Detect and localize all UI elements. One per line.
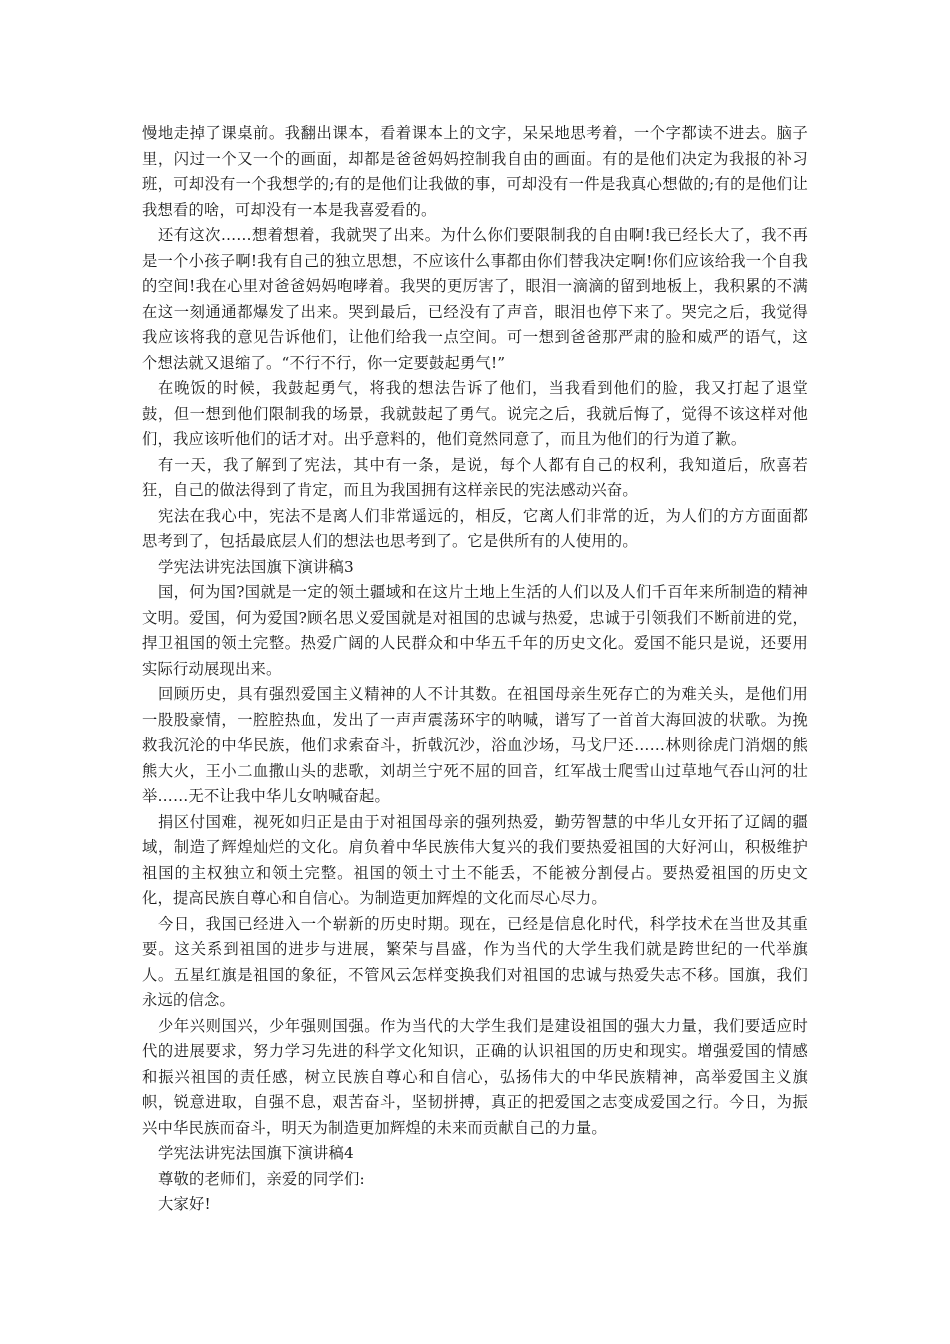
- paragraph: 国，何为国?国就是一定的领土疆域和在这片土地上生活的人们以及人们千百年来所制造的精神文明。爱国，何为爱国?顾名思义爱国就是对祖国的忠诚与热爱，忠诚于引领我们不断前进的党，捍卫祖国的领土完整。热爱广阔的人民群众和中华五千年的历史文化。爱国不能只是说，还要用实际行动展现出来。: [142, 583, 808, 678]
- paragraph: 少年兴则国兴，少年强则国强。作为当代的大学生我们是建设祖国的强大力量，我们要适应时代的进展要求，努力学习先进的科学文化知识，正确的认识祖国的历史和现实。增强爱国的情感和振兴祖国的责任感，树立民族自尊心和自信心，弘扬伟大的中华民族精神，高举爱国主义旗帜，锐意进取，自强不息，艰苦奋斗，坚韧拼搏，真正的把爱国之志变成爱国之行。今日，为振兴中华民族而奋斗，明天为制造更加辉煌的未来而贡献自己的力量。: [142, 1016, 808, 1137]
- paragraph: 在晚饭的时候，我鼓起勇气，将我的想法告诉了他们，当我看到他们的脸，我又打起了退堂鼓，但一想到他们限制我的场景，我就鼓起了勇气。说完之后，我就后悔了，觉得不该这样对他们，我应该听他们的话才对。出乎意料的，他们竟然同意了，而且为他们的行为道了歉。: [142, 379, 808, 448]
- paragraph: 有一天，我了解到了宪法，其中有一条，是说，每个人都有自己的权利，我知道后，欣喜若狂，自己的做法得到了肯定，而且为我国拥有这样亲民的宪法感动兴奋。: [142, 455, 808, 499]
- section-heading-4: 学宪法讲宪法国旗下演讲稿4: [158, 1144, 354, 1162]
- greeting: 大家好!: [158, 1195, 211, 1213]
- document-body: [142, 121, 808, 1218]
- paragraph: 捐区付国难，视死如归正是由于对祖国母亲的强列热爱，勤劳智慧的中华儿女开拓了辽阔的疆域，制造了辉煌灿烂的文化。肩负着中华民族伟大复兴的我们要热爱祖国的大好河山，积极维护祖国的主权独立和领土完整。祖国的领土寸土不能丢，不能被分割侵占。要热爱祖国的历史文化，提高民族自尊心和自信心。为制造更加辉煌的文化而尽心尽力。: [142, 812, 808, 907]
- paragraph: 还有这次……想着想着，我就哭了出来。为什么你们要限制我的自由啊!我已经长大了，我不再是一个小孩子啊!我有自己的独立思想，不应该什么事都由你们替我决定啊!你们应该给我一个自我的空间!我在心里对爸爸妈妈咆哮着。我哭的更厉害了，眼泪一滴滴的留到地板上，我积累的不满在这一刻通通都爆发了出来。哭到最后，已经没有了声音，眼泪也停下来了。哭完之后，我觉得我应该将我的意见告诉他们，让他们给我一点空间。可一想到爸爸那严肃的脸和威严的语气，这个想法就又退缩了。“不行不行，你一定要鼓起勇气!”: [142, 226, 808, 372]
- salutation: 尊敬的老师们，亲爱的同学们:: [158, 1169, 365, 1188]
- paragraph: 回顾历史，具有强烈爱国主义精神的人不计其数。在祖国母亲生死存亡的为难关头，是他们用一股股豪情，一腔腔热血，发出了一声声震荡环宇的呐喊，谱写了一首首大海回波的状歌。为挽救我沉沦的中华民族，他们求索奋斗，折戟沉沙，浴血沙场，马戈尸还……林则徐虎门消烟的熊熊大火，王小二血撒山头的悲歌，刘胡兰宁死不屈的回音，红军战士爬雪山过草地气吞山河的壮举……无不让我中华儿女呐喊奋起。: [142, 685, 808, 805]
- paragraph: 宪法在我心中，宪法不是离人们非常遥远的，相反，它离人们非常的近，为人们的方方面面都思考到了，包括最底层人们的想法也思考到了。它是供所有的人使用的。: [142, 506, 808, 550]
- section-heading-3: 学宪法讲宪法国旗下演讲稿3: [158, 557, 354, 576]
- paragraph-continuation: 慢地走掉了课桌前。我翻出课本，看着课本上的文字，呆呆地思考着，一个字都读不进去。脑子里，闪过一个又一个的画面，却都是爸爸妈妈控制我自由的画面。有的是他们决定为我报的补习班，可却没有一个我想学的;有的是他们让我做的事，可却没有一件是我真心想做的;有的是他们让我想看的啥，可却没有一本是我喜爱看的。: [142, 124, 808, 219]
- paragraph: 今日，我国已经进入一个崭新的历史时期。现在，已经是信息化时代，科学技术在当世及其重要。这关系到祖国的进步与进展，繁荣与昌盛，作为当代的大学生我们就是跨世纪的一代举旗人。五星红旗是祖国的象征，不管风云怎样变换我们对祖国的忠诚与热爱失志不移。国旗，我们永远的信念。: [142, 914, 808, 1009]
